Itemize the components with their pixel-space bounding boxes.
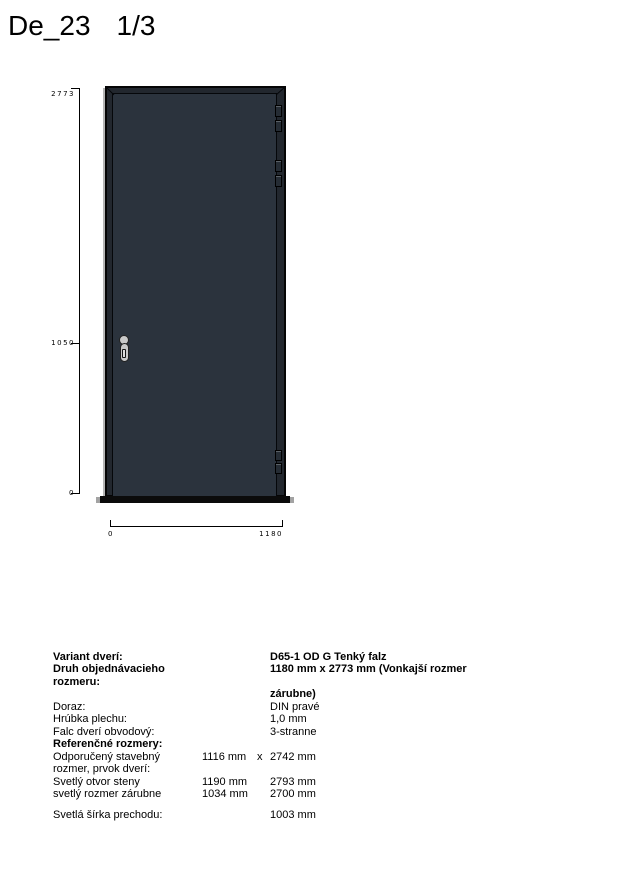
table-row <box>53 738 493 750</box>
spec-value: 1003 mm <box>270 809 316 822</box>
door-hinge <box>275 175 282 187</box>
page-indicator: 1/3 <box>116 10 156 41</box>
door-hinge <box>275 160 282 172</box>
door-frame-mitre-lines <box>103 84 293 504</box>
dim-label-height-zero: 0 <box>69 489 75 497</box>
spec-value-width: 1034 mm <box>202 787 248 800</box>
spec-value: 1,0 mm <box>270 713 307 726</box>
table-row <box>53 809 493 821</box>
spec-label <box>53 688 202 700</box>
spec-value: zárubne) <box>270 688 316 701</box>
spec-value: 3-stranne <box>270 725 317 738</box>
table-row <box>53 763 493 775</box>
spec-value-width: 1116 mm <box>202 750 247 763</box>
table-row <box>53 663 493 688</box>
spec-label: Svetlý otvor steny <box>53 775 140 788</box>
spec-value: DIN pravé <box>270 700 320 713</box>
document-id: De_23 <box>8 10 91 41</box>
door-threshold <box>100 496 290 503</box>
table-row <box>53 788 493 800</box>
spec-label: Doraz: <box>53 700 86 713</box>
spec-value-height: 2793 mm <box>270 775 316 788</box>
spec-label: Svetlá šírka prechodu: <box>53 809 163 822</box>
door-hinge <box>275 463 282 474</box>
door-hinge <box>275 450 282 461</box>
vertical-dimension-line <box>79 88 80 494</box>
spec-value-width: 1190 mm <box>202 775 248 788</box>
lock-keyhole-icon <box>122 349 126 358</box>
table-row <box>53 776 493 788</box>
dim-tick-top <box>71 88 80 89</box>
spec-label: Falc dverí obvodový: <box>53 725 155 738</box>
spec-label: rozmer, prvok dverí: <box>53 763 151 776</box>
spec-section-heading: Referenčné rozmery: <box>53 738 163 751</box>
table-row <box>53 651 493 663</box>
table-row <box>53 713 493 725</box>
dim-tick-left <box>110 520 111 527</box>
spec-value: D65-1 OD G Tenký falz <box>270 651 387 663</box>
table-spacer <box>53 800 493 809</box>
spec-label: Druh objednávacieho rozmeru: <box>53 663 165 688</box>
spec-value: 1180 mm x 2773 mm (Vonkajší rozmer <box>270 663 467 676</box>
spec-label: svetlý rozmer zárubne <box>53 787 162 800</box>
door-hinge <box>275 120 282 132</box>
spec-label: Variant dverí: <box>53 651 123 663</box>
spec-label: Hrúbka plechu: <box>53 713 127 726</box>
table-row <box>53 701 493 713</box>
dim-label-width-total: 1180 <box>259 530 283 538</box>
dim-label-height-total: 2773 <box>51 90 75 98</box>
page-title <box>8 10 155 42</box>
table-row <box>53 751 493 763</box>
spec-value-height: 2700 mm <box>270 787 316 800</box>
table-row <box>53 726 493 738</box>
spec-label: Odporučený stavebný <box>53 750 161 763</box>
specification-table <box>53 651 493 822</box>
spec-value-height: 2742 mm <box>270 750 316 763</box>
dim-tick-right <box>282 520 283 527</box>
horizontal-dimension-line <box>110 526 283 527</box>
table-row <box>53 688 493 700</box>
spec-value-separator: x <box>257 750 263 763</box>
dim-label-handle-height: 1050 <box>51 339 75 347</box>
door-hinge <box>275 105 282 117</box>
dim-label-width-zero: 0 <box>108 530 114 538</box>
